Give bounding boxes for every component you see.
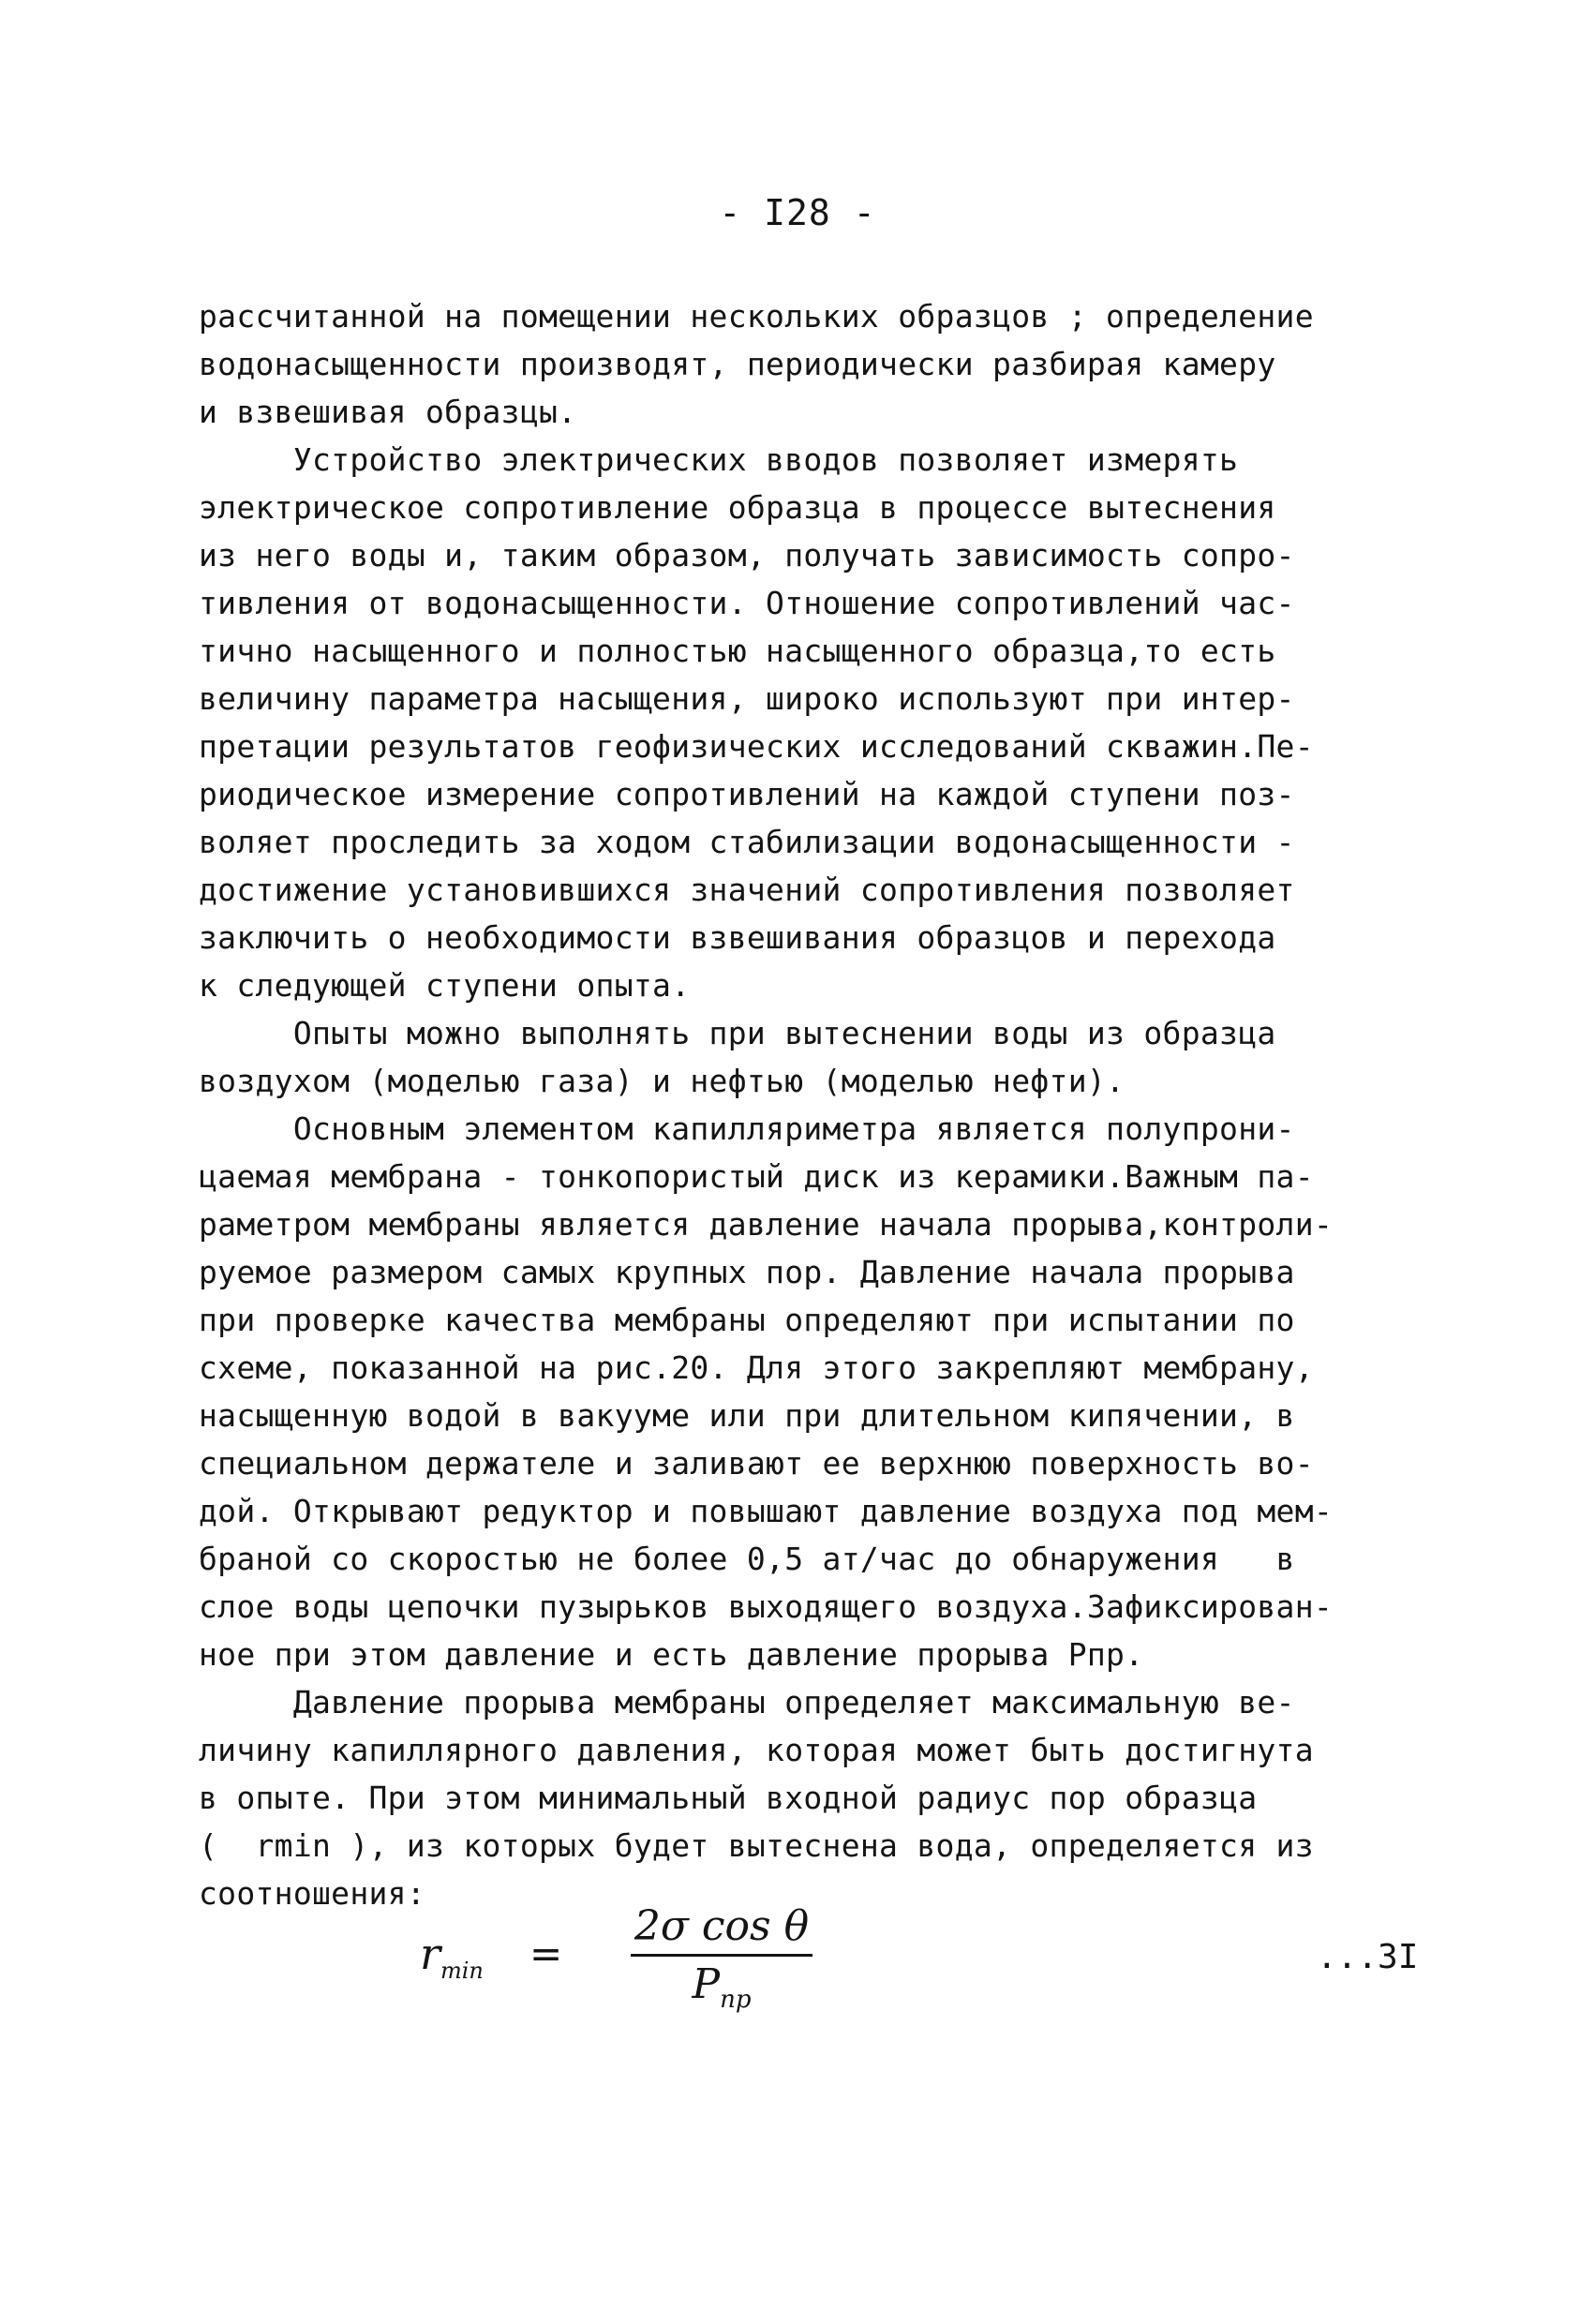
text-line: специальном держателе и заливают ее верхнюю поверхность во-	[199, 1445, 1314, 1482]
formula-equals: =	[529, 1930, 563, 1976]
formula	[0, 1902, 1595, 2043]
text-line: раметром мембраны является давление начала прорыва,контроли-	[199, 1206, 1334, 1243]
text-line: электрическое сопротивление образца в процессе вытеснения	[199, 489, 1276, 526]
text-line: браной со скоростью не более 0,5 ат/час до обнаружения в	[199, 1541, 1295, 1577]
formula-numerator: 2σ cos θ	[634, 1902, 810, 1950]
page-number: - I28 -	[719, 192, 876, 233]
formula-fraction	[614, 1902, 829, 2014]
text-line: к следующей ступени опыта.	[199, 967, 691, 1004]
text-line: достижение установившихся значений сопротивления позволяет	[199, 872, 1295, 908]
text-line: тивления от водонасыщенности. Отношение сопротивлений час-	[199, 585, 1295, 621]
text-line: претации результатов геофизических исследований скважин.Пе-	[199, 728, 1314, 765]
text-line: ное при этом давление и есть давление прорыва Pпр.	[199, 1636, 1144, 1673]
text-line: воздухом (моделью газа) и нефтью (моделью нефти).	[199, 1063, 1125, 1099]
formula-lhs-subscript: min	[440, 1958, 484, 1985]
text-line: при проверке качества мембраны определяют при испытании по	[199, 1302, 1295, 1338]
text-line: воляет проследить за ходом стабилизации водонасыщенности -	[199, 824, 1295, 860]
text-line: ( rmin ), из которых будет вытеснена вода, определяется из	[199, 1827, 1314, 1864]
text-line: Устройство электрических вводов позволяет измерять	[199, 441, 1239, 478]
text-line: личину капиллярного давления, которая может быть достигнута	[199, 1732, 1314, 1768]
text-line: водонасыщенности производят, периодически разбирая камеру	[199, 346, 1276, 382]
text-line: рассчитанной на помещении нескольких образцов ; определение	[199, 298, 1314, 335]
text-line: дой. Открывают редуктор и повышают давление воздуха под мем-	[199, 1493, 1334, 1529]
text-line: риодическое измерение сопротивлений на каждой ступени поз-	[199, 776, 1295, 812]
text-line: Опыты можно выполнять при вытеснении воды из образца	[199, 1015, 1276, 1051]
text-line: из него воды и, таким образом, получать зависимость сопро-	[199, 537, 1295, 574]
text-line: руемое размером самых крупных пор. Давление начала прорыва	[199, 1254, 1295, 1290]
text-line: схеме, показанной на рис.20. Для этого закрепляют мембрану,	[199, 1349, 1314, 1386]
text-line: в опыте. При этом минимальный входной радиус пор образца	[199, 1780, 1258, 1816]
text-line: слое воды цепочки пузырьков выходящего воздуха.Зафиксирован-	[199, 1588, 1334, 1625]
text-line: величину параметра насыщения, широко используют при интер-	[199, 680, 1295, 717]
text-line: тично насыщенного и полностью насыщенного образца,то есть	[199, 633, 1276, 669]
text-line: Давление прорыва мембраны определяет максимальную ве-	[199, 1684, 1295, 1721]
text-line: цаемая мембрана - тонкопористый диск из керамики.Важным па-	[199, 1158, 1314, 1195]
formula-reference-number: ...3I	[1317, 1938, 1419, 1976]
text-line: насыщенную водой в вакууме или при длительном кипячении, в	[199, 1397, 1295, 1434]
formula-denominator: $P_{пр}$	[692, 1960, 752, 2014]
formula-denominator-subscript: пр	[720, 1985, 752, 2014]
formula-lhs: $r_{min}$	[420, 1929, 484, 1985]
text-line: и взвешивая образцы.	[199, 394, 577, 430]
text-line: Основным элементом капилляриметра является полупрони-	[199, 1110, 1295, 1147]
text-line: заключить о необходимости взвешивания образцов и перехода	[199, 919, 1276, 956]
text-line: соотношения:	[199, 1875, 426, 1912]
